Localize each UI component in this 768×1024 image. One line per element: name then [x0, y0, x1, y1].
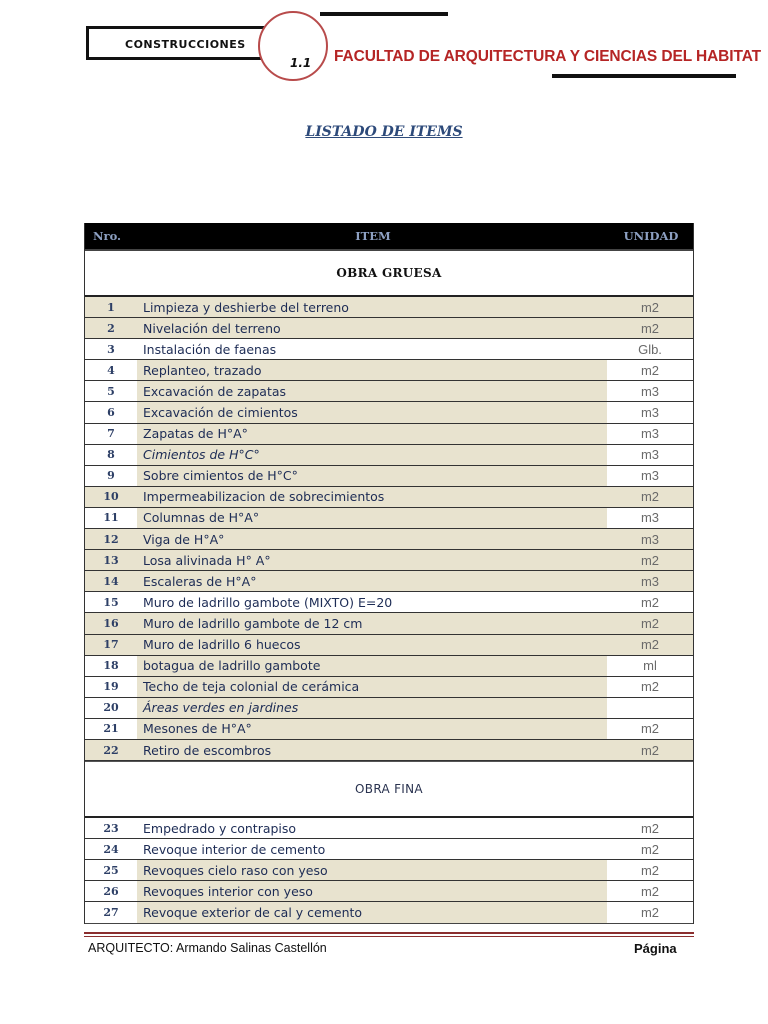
table-header — [85, 223, 693, 251]
items-table — [84, 223, 694, 924]
row-number: 12 — [85, 529, 137, 549]
row-number: 5 — [85, 381, 137, 401]
table-row — [85, 677, 693, 698]
row-unit: m2 — [640, 637, 660, 653]
header-nro: Nro. — [93, 229, 122, 243]
section-heading: OBRA FINA — [85, 761, 693, 818]
row-number: 18 — [85, 656, 137, 676]
row-item: Impermeabilizacion de sobrecimientos — [143, 489, 385, 505]
table-row — [85, 902, 693, 923]
table-body — [85, 251, 693, 924]
row-unit: m2 — [607, 902, 693, 922]
row-unit: m3 — [607, 402, 693, 422]
row-item: Limpieza y deshierbe del terreno — [143, 299, 349, 315]
row-number: 23 — [85, 818, 137, 838]
table-row — [85, 592, 693, 613]
table-row — [85, 860, 693, 881]
row-number: 1 — [85, 297, 137, 317]
footer-page: Página — [634, 941, 677, 956]
header-circle-badge — [258, 11, 328, 81]
row-item: Revoque exterior de cal y cemento — [137, 902, 607, 922]
table-row — [85, 360, 693, 381]
row-item: Empedrado y contrapiso — [143, 820, 297, 836]
table-row — [85, 613, 693, 634]
row-item: Replanteo, trazado — [137, 360, 607, 380]
table-row — [85, 719, 693, 740]
footer-architect: ARQUITECTO: Armando Salinas Castellón — [88, 941, 327, 955]
table-row — [85, 508, 693, 529]
row-item: Muro de ladrillo gambote de 12 cm — [143, 615, 363, 631]
page-title: LISTADO DE ITEMS — [305, 124, 463, 140]
row-item: Mesones de H°A° — [137, 719, 607, 739]
table-row — [85, 466, 693, 487]
course-label-box — [86, 26, 270, 60]
table-row — [85, 339, 693, 360]
row-number: 4 — [85, 360, 137, 380]
row-unit: m3 — [640, 573, 660, 589]
row-unit: Glb. — [638, 341, 662, 357]
row-number: 9 — [85, 466, 137, 486]
row-number: 24 — [85, 839, 137, 859]
header-item: ITEM — [355, 229, 391, 243]
table-row — [85, 402, 693, 423]
row-number: 25 — [85, 860, 137, 880]
row-number: 15 — [85, 592, 137, 612]
row-item: Zapatas de H°A° — [137, 424, 607, 444]
row-item: Sobre cimientos de H°C° — [137, 466, 607, 486]
header-top-rule — [320, 12, 448, 16]
row-unit: m2 — [640, 820, 660, 836]
row-item: Columnas de H°A° — [137, 508, 607, 528]
row-unit: m2 — [640, 299, 660, 315]
table-row — [85, 818, 693, 839]
course-label: CONSTRUCCIONES — [125, 38, 246, 51]
table-row — [85, 571, 693, 592]
table-row — [85, 698, 693, 719]
table-row — [85, 381, 693, 402]
row-item: Excavación de zapatas — [137, 381, 607, 401]
table-row — [85, 529, 693, 550]
table-row — [85, 487, 693, 508]
row-item: Revoques cielo raso con yeso — [137, 860, 607, 880]
row-item: Cimientos de H°C° — [137, 445, 607, 465]
row-unit: m2 — [607, 860, 693, 880]
table-row — [85, 445, 693, 466]
table-row — [85, 881, 693, 902]
row-number: 17 — [85, 635, 137, 655]
faculty-title: FACULTAD DE ARQUITECTURA Y CIENCIAS DEL HABITAT — [334, 48, 762, 65]
table-row — [85, 318, 693, 339]
row-item: Viga de H°A° — [143, 531, 225, 547]
circle-badge-text: 1.1 — [290, 56, 312, 70]
row-number: 3 — [85, 339, 137, 359]
row-number: 7 — [85, 424, 137, 444]
row-number: 13 — [85, 550, 137, 570]
table-row — [85, 550, 693, 571]
row-item: Áreas verdes en jardines — [137, 698, 607, 718]
row-number: 14 — [85, 571, 137, 591]
row-item: Escaleras de H°A° — [143, 573, 257, 589]
row-item: Retiro de escombros — [143, 742, 272, 758]
row-unit: m2 — [640, 320, 660, 336]
row-unit: m2 — [640, 594, 660, 610]
row-unit: m2 — [640, 841, 660, 857]
row-number: 10 — [85, 487, 137, 507]
row-unit: m2 — [640, 615, 660, 631]
table-row — [85, 424, 693, 445]
row-item: Losa alivinada H° A° — [143, 552, 271, 568]
row-unit: m2 — [607, 677, 693, 697]
row-number: 27 — [85, 902, 137, 922]
row-unit: m3 — [607, 424, 693, 444]
row-unit: m3 — [640, 531, 660, 547]
row-number: 6 — [85, 402, 137, 422]
row-number: 8 — [85, 445, 137, 465]
row-unit: m3 — [607, 445, 693, 465]
section-heading: OBRA GRUESA — [85, 251, 693, 297]
row-item: Revoque interior de cemento — [143, 841, 326, 857]
table-row — [85, 656, 693, 677]
row-unit: m2 — [640, 552, 660, 568]
table-row — [85, 297, 693, 318]
row-item: Revoques interior con yeso — [137, 881, 607, 901]
row-item: botagua de ladrillo gambote — [137, 656, 607, 676]
row-unit: ml — [607, 656, 693, 676]
row-number: 2 — [85, 318, 137, 338]
row-unit: m2 — [607, 881, 693, 901]
row-unit: m3 — [607, 381, 693, 401]
row-unit: m3 — [607, 508, 693, 528]
row-unit: m2 — [640, 742, 660, 758]
faculty-underline — [552, 74, 736, 78]
row-number: 11 — [85, 508, 137, 528]
row-item: Instalación de faenas — [143, 341, 277, 357]
table-row — [85, 839, 693, 860]
row-number: 21 — [85, 719, 137, 739]
row-unit: m3 — [607, 466, 693, 486]
row-unit — [607, 698, 693, 718]
row-unit: m2 — [640, 489, 660, 505]
footer-rule-thin — [84, 936, 694, 937]
header-unit: UNIDAD — [623, 229, 679, 243]
footer-rule — [84, 932, 694, 934]
row-number: 16 — [85, 613, 137, 633]
row-item: Nivelación del terreno — [143, 320, 281, 336]
row-item: Excavación de cimientos — [137, 402, 607, 422]
row-number: 19 — [85, 677, 137, 697]
row-unit: m2 — [607, 719, 693, 739]
row-item: Muro de ladrillo gambote (MIXTO) E=20 — [143, 594, 393, 610]
row-item: Techo de teja colonial de cerámica — [137, 677, 607, 697]
row-number: 26 — [85, 881, 137, 901]
row-number: 22 — [85, 740, 137, 760]
row-number: 20 — [85, 698, 137, 718]
row-item: Muro de ladrillo 6 huecos — [143, 637, 301, 653]
row-unit: m2 — [607, 360, 693, 380]
table-row — [85, 740, 693, 761]
table-row — [85, 635, 693, 656]
